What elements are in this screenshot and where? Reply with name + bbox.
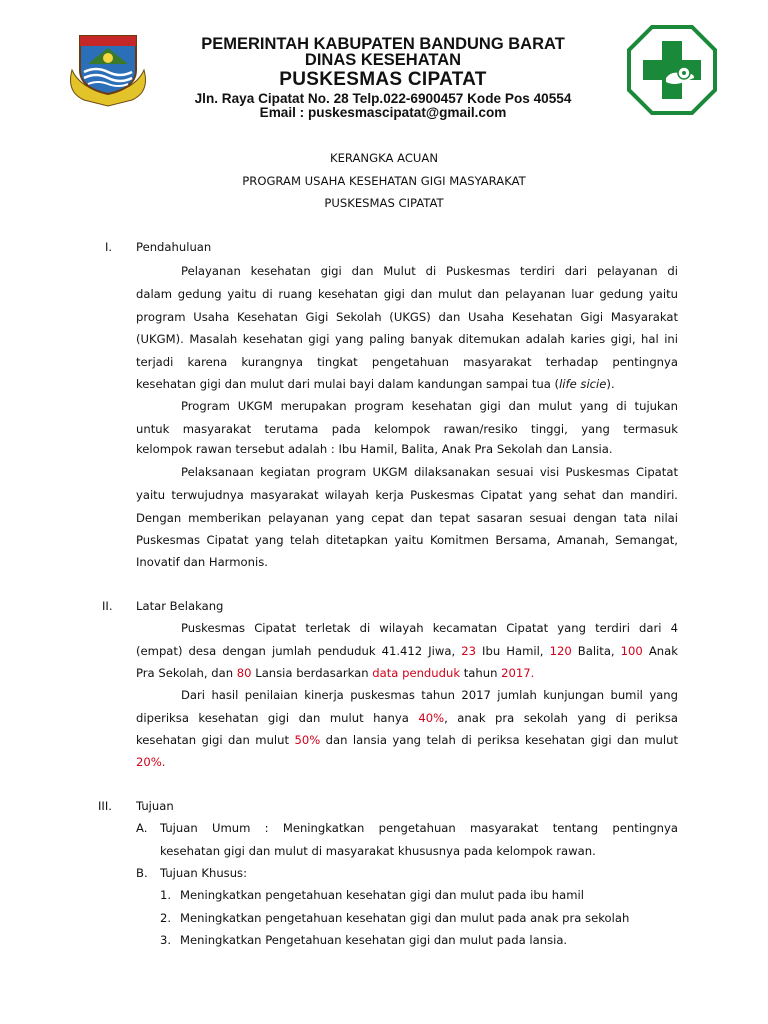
list-item-number: 3. — [160, 933, 172, 947]
highlight-value: 40% — [418, 711, 445, 725]
highlight-value: 120 — [549, 644, 572, 658]
title-line-2: PROGRAM USAHA KESEHATAN GIGI MASYARAKAT — [242, 174, 526, 188]
list-item: Meningkatkan pengetahuan kesehatan gigi dan mulut pada anak pra sekolah — [180, 911, 630, 925]
list-item-number: 1. — [160, 888, 172, 902]
highlight-value: 50% — [294, 733, 321, 747]
section-1-heading: Pendahuluan — [136, 240, 212, 254]
list-label-a: A. — [136, 821, 148, 835]
paragraph-line: Dari hasil penilaian kinerja puskesmas tahun 2017 jumlah kunjungan bumil yang — [181, 688, 678, 702]
paragraph-line: (UKGM). Masalah kesehatan gigi yang paling banyak ditemukan adalah karies gigi, hal ini — [136, 332, 678, 346]
section-2-heading: Latar Belakang — [136, 599, 224, 613]
highlight-value: 80 — [236, 666, 252, 680]
paragraph-line: kelompok rawan tersebut adalah : Ibu Hamil, Balita, Anak Pra Sekolah dan Lansia. — [136, 442, 613, 456]
section-3-number: III. — [98, 799, 112, 813]
paragraph-line: yaitu terwujudnya masyarakat wilayah kerja Puskesmas Cipatat yang sehat dan mandiri. — [136, 488, 678, 502]
italic-term: life sicie — [559, 377, 607, 391]
paragraph-line: kesehatan gigi dan mulut dari mulai bayi dalam kandungan sampai tua (life sicie). — [136, 377, 615, 391]
title-line-3: PUSKESMAS CIPATAT — [324, 196, 444, 210]
highlight-value: data penduduk — [372, 666, 461, 680]
subheading: Tujuan Khusus: — [160, 866, 248, 880]
letterhead-department: DINAS KESEHATAN — [304, 51, 462, 69]
list-item: Meningkatkan pengetahuan kesehatan gigi dan mulut pada ibu hamil — [180, 888, 584, 902]
list-label-b: B. — [136, 866, 148, 880]
list-item: Meningkatkan Pengetahuan kesehatan gigi dan mulut pada lansia. — [180, 933, 568, 947]
paragraph-line: Puskesmas Cipatat yang telah ditetapkan yaitu Komitmen Bersama, Amanah, Semangat, — [136, 533, 678, 547]
paragraph-line: Pelaksanaan kegiatan program UKGM dilaksanakan sesuai visi Puskesmas Cipatat — [181, 465, 678, 479]
paragraph-line: Tujuan Umum : Meningkatkan pengetahuan masyarakat tentang pentingnya — [160, 821, 678, 835]
bandung-barat-emblem-icon — [66, 30, 150, 110]
highlight-value: 2017. — [501, 666, 535, 680]
section-1-number: I. — [105, 240, 113, 254]
paragraph-line: Program UKGM merupakan program kesehatan gigi dan mulut yang di tujukan — [181, 399, 678, 413]
section-3-heading: Tujuan — [136, 799, 174, 813]
highlight-value: 100 — [620, 644, 643, 658]
paragraph-line: kesehatan gigi dan mulut 50% dan lansia yang telah di periksa kesehatan gigi dan mulut — [136, 733, 679, 747]
paragraph-line: diperiksa kesehatan gigi dan mulut hanya 40%, anak pra sekolah yang di periksa — [136, 711, 678, 725]
letterhead-puskesmas: PUSKESMAS CIPATAT — [279, 69, 487, 90]
paragraph-line: dalam gedung yaitu di ruang kesehatan gigi dan mulut dan pelayanan luar gedung yaitu — [136, 287, 678, 301]
paragraph-line: untuk masyarakat terutama pada kelompok rawan/resiko tinggi, yang termasuk — [136, 422, 678, 436]
paragraph-line: Pra Sekolah, dan 80 Lansia berdasarkan data penduduk tahun 2017. — [136, 666, 535, 680]
paragraph-line: kesehatan gigi dan mulut di masyarakat khususnya pada kelompok rawan. — [160, 844, 596, 858]
paragraph-line: (empat) desa dengan jumlah penduduk 41.412 Jiwa, 23 Ibu Hamil, 120 Balita, 100 Anak — [136, 644, 678, 658]
letterhead-government: PEMERINTAH KABUPATEN BANDUNG BARAT — [201, 35, 565, 53]
paragraph-line: Pelayanan kesehatan gigi dan Mulut di Puskesmas terdiri dari pelayanan di — [181, 264, 678, 278]
paragraph-line: program Usaha Kesehatan Gigi Sekolah (UKGS) dan Usaha Kesehatan Gigi Masyarakat — [136, 310, 678, 324]
title-line-1: KERANGKA ACUAN — [329, 151, 439, 165]
puskesmas-cross-logo-icon — [626, 24, 718, 116]
highlight-value: 20%. — [136, 755, 166, 769]
letterhead-address: Jln. Raya Cipatat No. 28 Telp.022-6900457 Kode Pos 40554 — [194, 91, 572, 106]
paragraph-line: Dengan memberikan pelayanan yang cepat dan tepat sasaran sesuai dengan tata nilai — [136, 511, 678, 525]
letterhead-email: Email : puskesmascipatat@gmail.com — [259, 105, 507, 120]
paragraph-line: Puskesmas Cipatat terletak di wilayah kecamatan Cipatat yang terdiri dari 4 — [181, 621, 678, 635]
list-item-number: 2. — [160, 911, 172, 925]
paragraph-line: Inovatif dan Harmonis. — [136, 555, 268, 569]
highlight-value: 23 — [461, 644, 476, 658]
paragraph-line: terjadi karena kurangnya tingkat pengetahuan masyarakat terhadap pentingnya — [136, 355, 678, 369]
section-2-number: II. — [102, 599, 113, 613]
